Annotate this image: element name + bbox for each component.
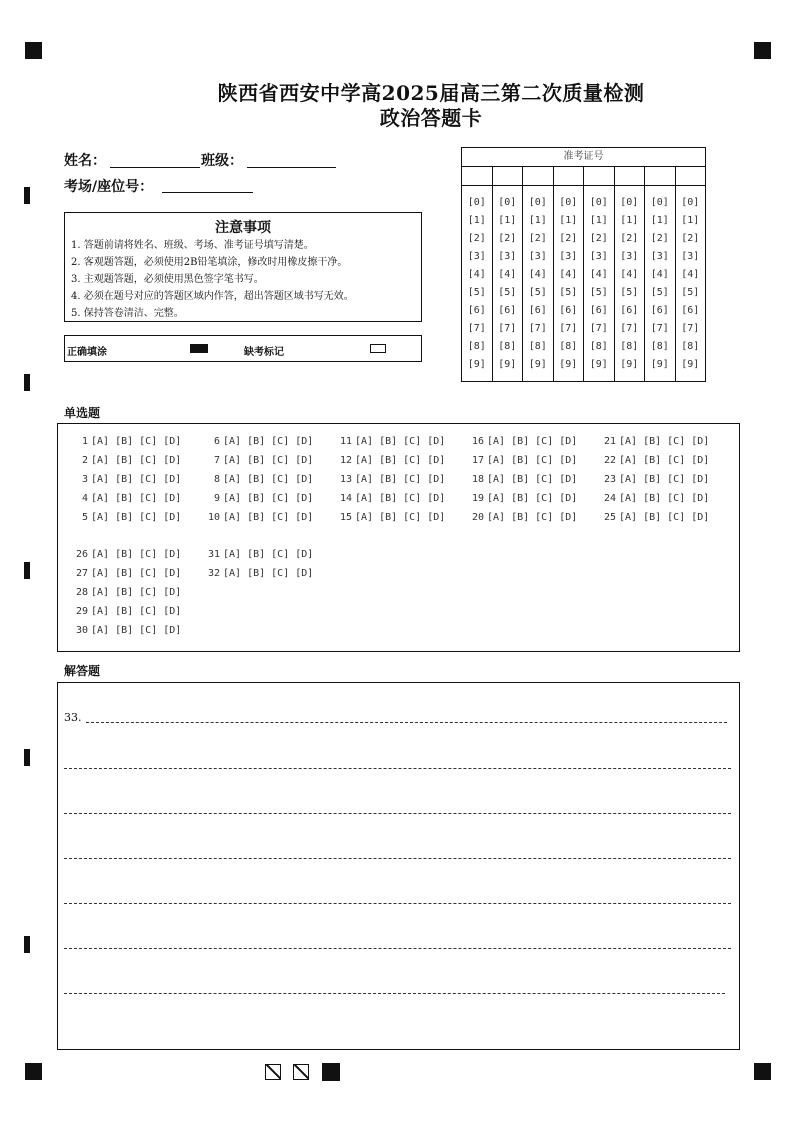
choice-options[interactable]: [A] [B] [C] [D]: [619, 436, 710, 447]
choice-question-row[interactable]: [464, 512, 577, 523]
exam-digit-bubble[interactable]: [6]: [528, 305, 547, 316]
choice-question-number: 15: [339, 512, 352, 523]
exam-number-column: [615, 185, 646, 381]
exam-number-column: [584, 185, 615, 381]
choice-question-number: 27: [75, 568, 88, 579]
choice-section-label: 单选题: [64, 406, 101, 420]
exam-digit-bubble[interactable]: [0]: [467, 197, 486, 208]
choice-options[interactable]: [A] [B] [C] [D]: [91, 549, 182, 560]
exam-digit-bubble[interactable]: [1]: [620, 215, 639, 226]
exam-digit-bubble[interactable]: [5]: [681, 287, 700, 298]
timing-mark: [24, 374, 30, 391]
name-label: 姓名：: [64, 153, 106, 169]
exam-digit-bubble[interactable]: [2]: [650, 233, 669, 244]
choice-options[interactable]: [A] [B] [C] [D]: [91, 436, 182, 447]
choice-question-row[interactable]: [68, 568, 181, 579]
choice-question-number: 9: [213, 493, 220, 504]
choice-options[interactable]: [A] [B] [C] [D]: [487, 512, 578, 523]
choice-question-row[interactable]: [464, 455, 577, 466]
exam-number-cell[interactable]: [584, 167, 615, 185]
exam-digit-bubble[interactable]: [9]: [559, 359, 578, 370]
choice-question-row[interactable]: [200, 568, 313, 579]
exam-digit-bubble[interactable]: [8]: [650, 341, 669, 352]
choice-question-number: 19: [471, 493, 484, 504]
choice-question-row[interactable]: [596, 493, 709, 504]
choice-question-number: 20: [471, 512, 484, 523]
choice-options[interactable]: [A] [B] [C] [D]: [91, 512, 182, 523]
choice-options[interactable]: [A] [B] [C] [D]: [223, 493, 314, 504]
choice-question-row[interactable]: [68, 549, 181, 560]
exam-digit-bubble[interactable]: [8]: [528, 341, 547, 352]
notice-item: 4. 必须在题号对应的答题区域内作答，超出答题区域书写无效。: [71, 291, 354, 302]
choice-question-row[interactable]: [596, 436, 709, 447]
exam-number-column: [523, 185, 554, 381]
answer-line[interactable]: [64, 903, 731, 904]
exam-digit-bubble[interactable]: [6]: [681, 305, 700, 316]
choice-options[interactable]: [A] [B] [C] [D]: [487, 474, 578, 485]
exam-digit-bubble[interactable]: [7]: [650, 323, 669, 334]
exam-digit-bubble[interactable]: [8]: [620, 341, 639, 352]
choice-question-row[interactable]: [332, 455, 445, 466]
notice-item: 2. 客观题答题，必须使用2B铅笔填涂，修改时用橡皮擦干净。: [71, 257, 348, 268]
answer-line[interactable]: [64, 948, 731, 949]
exam-number-cell[interactable]: [523, 167, 554, 185]
choice-options[interactable]: [A] [B] [C] [D]: [355, 455, 446, 466]
exam-digit-bubble[interactable]: [8]: [589, 341, 608, 352]
choice-question-row[interactable]: [332, 512, 445, 523]
choice-question-number: 12: [339, 455, 352, 466]
seat-field[interactable]: [162, 192, 253, 193]
exam-number-cell[interactable]: [462, 167, 493, 185]
corner-mark-top-left: [25, 42, 42, 59]
choice-options[interactable]: [A] [B] [C] [D]: [619, 474, 710, 485]
answer-line[interactable]: [64, 858, 731, 859]
choice-question-row[interactable]: [464, 436, 577, 447]
exam-digit-bubble[interactable]: [5]: [559, 287, 578, 298]
page-subtitle: 政治答题卡: [379, 106, 483, 130]
timing-mark: [24, 936, 30, 953]
exam-digit-bubble[interactable]: [7]: [559, 323, 578, 334]
corner-mark-bottom-left: [25, 1063, 42, 1080]
exam-digit-bubble[interactable]: [9]: [681, 359, 700, 370]
choice-question-number: 22: [603, 455, 616, 466]
choice-question-number: 10: [207, 512, 220, 523]
exam-number-column: [493, 185, 524, 381]
notice-box: [64, 212, 422, 322]
choice-question-number: 6: [213, 436, 220, 447]
choice-question-row[interactable]: [596, 474, 709, 485]
page-title: 陕西省西安中学高2025届高三第二次质量检测: [217, 81, 645, 105]
exam-digit-bubble[interactable]: [4]: [528, 269, 547, 280]
seat-label: 考场/座位号：: [64, 179, 154, 195]
corner-mark-top-right: [754, 42, 771, 59]
choice-question-row[interactable]: [200, 455, 313, 466]
choice-question-row[interactable]: [464, 474, 577, 485]
choice-question-number: 29: [75, 606, 88, 617]
exam-digit-bubble[interactable]: [5]: [528, 287, 547, 298]
page-code-box: [265, 1064, 281, 1080]
choice-options[interactable]: [A] [B] [C] [D]: [91, 568, 182, 579]
exam-digit-bubble[interactable]: [9]: [498, 359, 517, 370]
choice-question-row[interactable]: [68, 474, 181, 485]
exam-digit-bubble[interactable]: [2]: [620, 233, 639, 244]
choice-question-number: 24: [603, 493, 616, 504]
exam-number-column: [462, 185, 493, 381]
choice-question-number: 13: [339, 474, 352, 485]
choice-question-number: 30: [75, 625, 88, 636]
choice-question-number: 21: [603, 436, 616, 447]
exam-number-cell[interactable]: [493, 167, 524, 185]
exam-digit-bubble[interactable]: [0]: [589, 197, 608, 208]
choice-options[interactable]: [A] [B] [C] [D]: [355, 474, 446, 485]
exam-digit-bubble[interactable]: [9]: [528, 359, 547, 370]
exam-digit-bubble[interactable]: [3]: [498, 251, 517, 262]
choice-question-number: 18: [471, 474, 484, 485]
exam-digit-bubble[interactable]: [6]: [650, 305, 669, 316]
fill-legend: [64, 335, 422, 362]
choice-question-row[interactable]: [332, 436, 445, 447]
choice-question-number: 8: [213, 474, 220, 485]
exam-digit-bubble[interactable]: [1]: [650, 215, 669, 226]
exam-digit-bubble[interactable]: [4]: [467, 269, 486, 280]
exam-digit-bubble[interactable]: [2]: [681, 233, 700, 244]
exam-digit-bubble[interactable]: [2]: [467, 233, 486, 244]
exam-digit-bubble[interactable]: [1]: [498, 215, 517, 226]
choice-options[interactable]: [A] [B] [C] [D]: [223, 455, 314, 466]
choice-options[interactable]: [A] [B] [C] [D]: [355, 512, 446, 523]
exam-digit-bubble[interactable]: [0]: [528, 197, 547, 208]
choice-question-row[interactable]: [596, 512, 709, 523]
exam-digit-bubble[interactable]: [4]: [589, 269, 608, 280]
choice-options[interactable]: [A] [B] [C] [D]: [487, 493, 578, 504]
exam-digit-bubble[interactable]: [7]: [528, 323, 547, 334]
exam-digit-bubble[interactable]: [6]: [467, 305, 486, 316]
choice-options[interactable]: [A] [B] [C] [D]: [223, 568, 314, 579]
exam-digit-bubble[interactable]: [5]: [498, 287, 517, 298]
exam-digit-bubble[interactable]: [4]: [681, 269, 700, 280]
exam-digit-bubble[interactable]: [2]: [528, 233, 547, 244]
timing-mark: [24, 749, 30, 766]
choice-question-number: 25: [603, 512, 616, 523]
notice-item: 1. 答题前请将姓名、班级、考场、准考证号填写清楚。: [71, 240, 314, 251]
exam-digit-bubble[interactable]: [8]: [467, 341, 486, 352]
choice-question-row[interactable]: [200, 474, 313, 485]
choice-question-row[interactable]: [596, 455, 709, 466]
choice-options[interactable]: [A] [B] [C] [D]: [91, 625, 182, 636]
choice-options[interactable]: [A] [B] [C] [D]: [91, 493, 182, 504]
choice-question-number: 16: [471, 436, 484, 447]
choice-question-row[interactable]: [332, 474, 445, 485]
exam-number-cell[interactable]: [645, 167, 676, 185]
exam-number-column: [554, 185, 585, 381]
page-code-box: [293, 1064, 309, 1080]
choice-question-number: 17: [471, 455, 484, 466]
notice-item: 3. 主观题答题，必须使用黑色签字笔书写。: [71, 274, 264, 285]
choice-options[interactable]: [A] [B] [C] [D]: [355, 493, 446, 504]
exam-digit-bubble[interactable]: [4]: [620, 269, 639, 280]
choice-question-row[interactable]: [68, 512, 181, 523]
answer-line[interactable]: [64, 768, 731, 769]
choice-question-number: 11: [339, 436, 352, 447]
exam-digit-bubble[interactable]: [0]: [650, 197, 669, 208]
choice-options[interactable]: [A] [B] [C] [D]: [91, 474, 182, 485]
timing-mark: [24, 187, 30, 204]
exam-number-column: [676, 185, 706, 381]
choice-options[interactable]: [A] [B] [C] [D]: [223, 549, 314, 560]
choice-options[interactable]: [A] [B] [C] [D]: [487, 455, 578, 466]
exam-digit-bubble[interactable]: [7]: [620, 323, 639, 334]
choice-question-row[interactable]: [68, 625, 181, 636]
exam-digit-bubble[interactable]: [2]: [559, 233, 578, 244]
exam-number-column: [645, 185, 676, 381]
choice-options[interactable]: [A] [B] [C] [D]: [91, 606, 182, 617]
choice-question-number: 28: [75, 587, 88, 598]
exam-number-title: 准考证号: [462, 148, 705, 167]
question-number: 33.: [64, 711, 82, 724]
notice-item: 5. 保持答卷清洁、完整。: [71, 308, 184, 319]
exam-digit-bubble[interactable]: [6]: [620, 305, 639, 316]
exam-digit-bubble[interactable]: [3]: [650, 251, 669, 262]
exam-number-cell[interactable]: [676, 167, 706, 185]
answer-line[interactable]: [64, 993, 725, 994]
class-field[interactable]: [247, 167, 336, 168]
choice-options[interactable]: [A] [B] [C] [D]: [223, 436, 314, 447]
choice-answer-box: [57, 423, 740, 652]
exam-digit-bubble[interactable]: [3]: [589, 251, 608, 262]
absent-mark-box[interactable]: [370, 344, 386, 353]
choice-question-row[interactable]: [464, 493, 577, 504]
exam-digit-bubble[interactable]: [0]: [498, 197, 517, 208]
correct-fill-sample: [190, 344, 208, 353]
choice-question-number: 14: [339, 493, 352, 504]
exam-digit-bubble[interactable]: [8]: [498, 341, 517, 352]
page-code-filled-box: [322, 1063, 340, 1081]
answer-line[interactable]: [64, 813, 731, 814]
exam-digit-bubble[interactable]: [5]: [589, 287, 608, 298]
exam-digit-bubble[interactable]: [4]: [650, 269, 669, 280]
exam-digit-bubble[interactable]: [0]: [681, 197, 700, 208]
exam-digit-bubble[interactable]: [5]: [620, 287, 639, 298]
exam-number-cell[interactable]: [554, 167, 585, 185]
exam-digit-bubble[interactable]: [5]: [467, 287, 486, 298]
exam-digit-bubble[interactable]: [1]: [589, 215, 608, 226]
exam-digit-bubble[interactable]: [5]: [650, 287, 669, 298]
exam-digit-bubble[interactable]: [6]: [589, 305, 608, 316]
choice-question-row[interactable]: [200, 512, 313, 523]
timing-mark: [24, 562, 30, 579]
choice-options[interactable]: [A] [B] [C] [D]: [355, 436, 446, 447]
choice-question-number: 5: [81, 512, 88, 523]
exam-digit-bubble[interactable]: [8]: [559, 341, 578, 352]
exam-digit-bubble[interactable]: [6]: [559, 305, 578, 316]
answer-line[interactable]: [86, 722, 727, 723]
exam-digit-bubble[interactable]: [3]: [620, 251, 639, 262]
choice-options[interactable]: [A] [B] [C] [D]: [91, 455, 182, 466]
exam-digit-bubble[interactable]: [1]: [467, 215, 486, 226]
exam-digit-bubble[interactable]: [1]: [528, 215, 547, 226]
exam-digit-bubble[interactable]: [0]: [620, 197, 639, 208]
choice-question-row[interactable]: [68, 436, 181, 447]
choice-question-number: 26: [75, 549, 88, 560]
choice-question-number: 31: [207, 549, 220, 560]
exam-digit-bubble[interactable]: [7]: [467, 323, 486, 334]
absent-mark-label: 缺考标记: [244, 347, 284, 358]
choice-question-number: 1: [81, 436, 88, 447]
exam-digit-bubble[interactable]: [2]: [589, 233, 608, 244]
choice-options[interactable]: [A] [B] [C] [D]: [223, 512, 314, 523]
name-field[interactable]: [110, 167, 200, 168]
exam-number-cell[interactable]: [615, 167, 646, 185]
exam-digit-bubble[interactable]: [3]: [528, 251, 547, 262]
exam-digit-bubble[interactable]: [2]: [498, 233, 517, 244]
exam-digit-bubble[interactable]: [4]: [498, 269, 517, 280]
exam-digit-bubble[interactable]: [9]: [467, 359, 486, 370]
choice-options[interactable]: [A] [B] [C] [D]: [619, 512, 710, 523]
corner-mark-bottom-right: [754, 1063, 771, 1080]
choice-question-number: 2: [81, 455, 88, 466]
choice-question-number: 7: [213, 455, 220, 466]
choice-options[interactable]: [A] [B] [C] [D]: [619, 493, 710, 504]
exam-digit-bubble[interactable]: [7]: [498, 323, 517, 334]
choice-question-number: 3: [81, 474, 88, 485]
choice-options[interactable]: [A] [B] [C] [D]: [91, 587, 182, 598]
exam-number-write-row: [462, 167, 705, 186]
exam-digit-bubble[interactable]: [3]: [681, 251, 700, 262]
choice-question-number: 23: [603, 474, 616, 485]
choice-question-row[interactable]: [200, 493, 313, 504]
answer-box[interactable]: [57, 682, 740, 1050]
choice-question-row[interactable]: [68, 493, 181, 504]
choice-options[interactable]: [A] [B] [C] [D]: [487, 436, 578, 447]
choice-question-row[interactable]: [68, 455, 181, 466]
exam-digit-bubble[interactable]: [1]: [681, 215, 700, 226]
exam-digit-bubble[interactable]: [9]: [620, 359, 639, 370]
exam-number-digit-columns: [462, 185, 705, 381]
choice-options[interactable]: [A] [B] [C] [D]: [619, 455, 710, 466]
choice-options[interactable]: [A] [B] [C] [D]: [223, 474, 314, 485]
exam-digit-bubble[interactable]: [3]: [559, 251, 578, 262]
exam-digit-bubble[interactable]: [9]: [589, 359, 608, 370]
correct-fill-label: 正确填涂: [67, 347, 107, 358]
exam-digit-bubble[interactable]: [3]: [467, 251, 486, 262]
exam-digit-bubble[interactable]: [8]: [681, 341, 700, 352]
exam-digit-bubble[interactable]: [0]: [559, 197, 578, 208]
choice-question-number: 32: [207, 568, 220, 579]
exam-digit-bubble[interactable]: [7]: [589, 323, 608, 334]
choice-question-row[interactable]: [200, 436, 313, 447]
choice-question-row[interactable]: [68, 606, 181, 617]
choice-question-row[interactable]: [68, 587, 181, 598]
choice-question-row[interactable]: [332, 493, 445, 504]
choice-question-number: 4: [81, 493, 88, 504]
exam-digit-bubble[interactable]: [1]: [559, 215, 578, 226]
choice-question-row[interactable]: [200, 549, 313, 560]
exam-number-grid: [461, 147, 706, 382]
answer-section-label: 解答题: [64, 664, 101, 678]
class-label: 班级：: [201, 153, 243, 169]
exam-digit-bubble[interactable]: [7]: [681, 323, 700, 334]
exam-digit-bubble[interactable]: [9]: [650, 359, 669, 370]
exam-digit-bubble[interactable]: [4]: [559, 269, 578, 280]
notice-title: 注意事项: [215, 220, 271, 236]
exam-digit-bubble[interactable]: [6]: [498, 305, 517, 316]
